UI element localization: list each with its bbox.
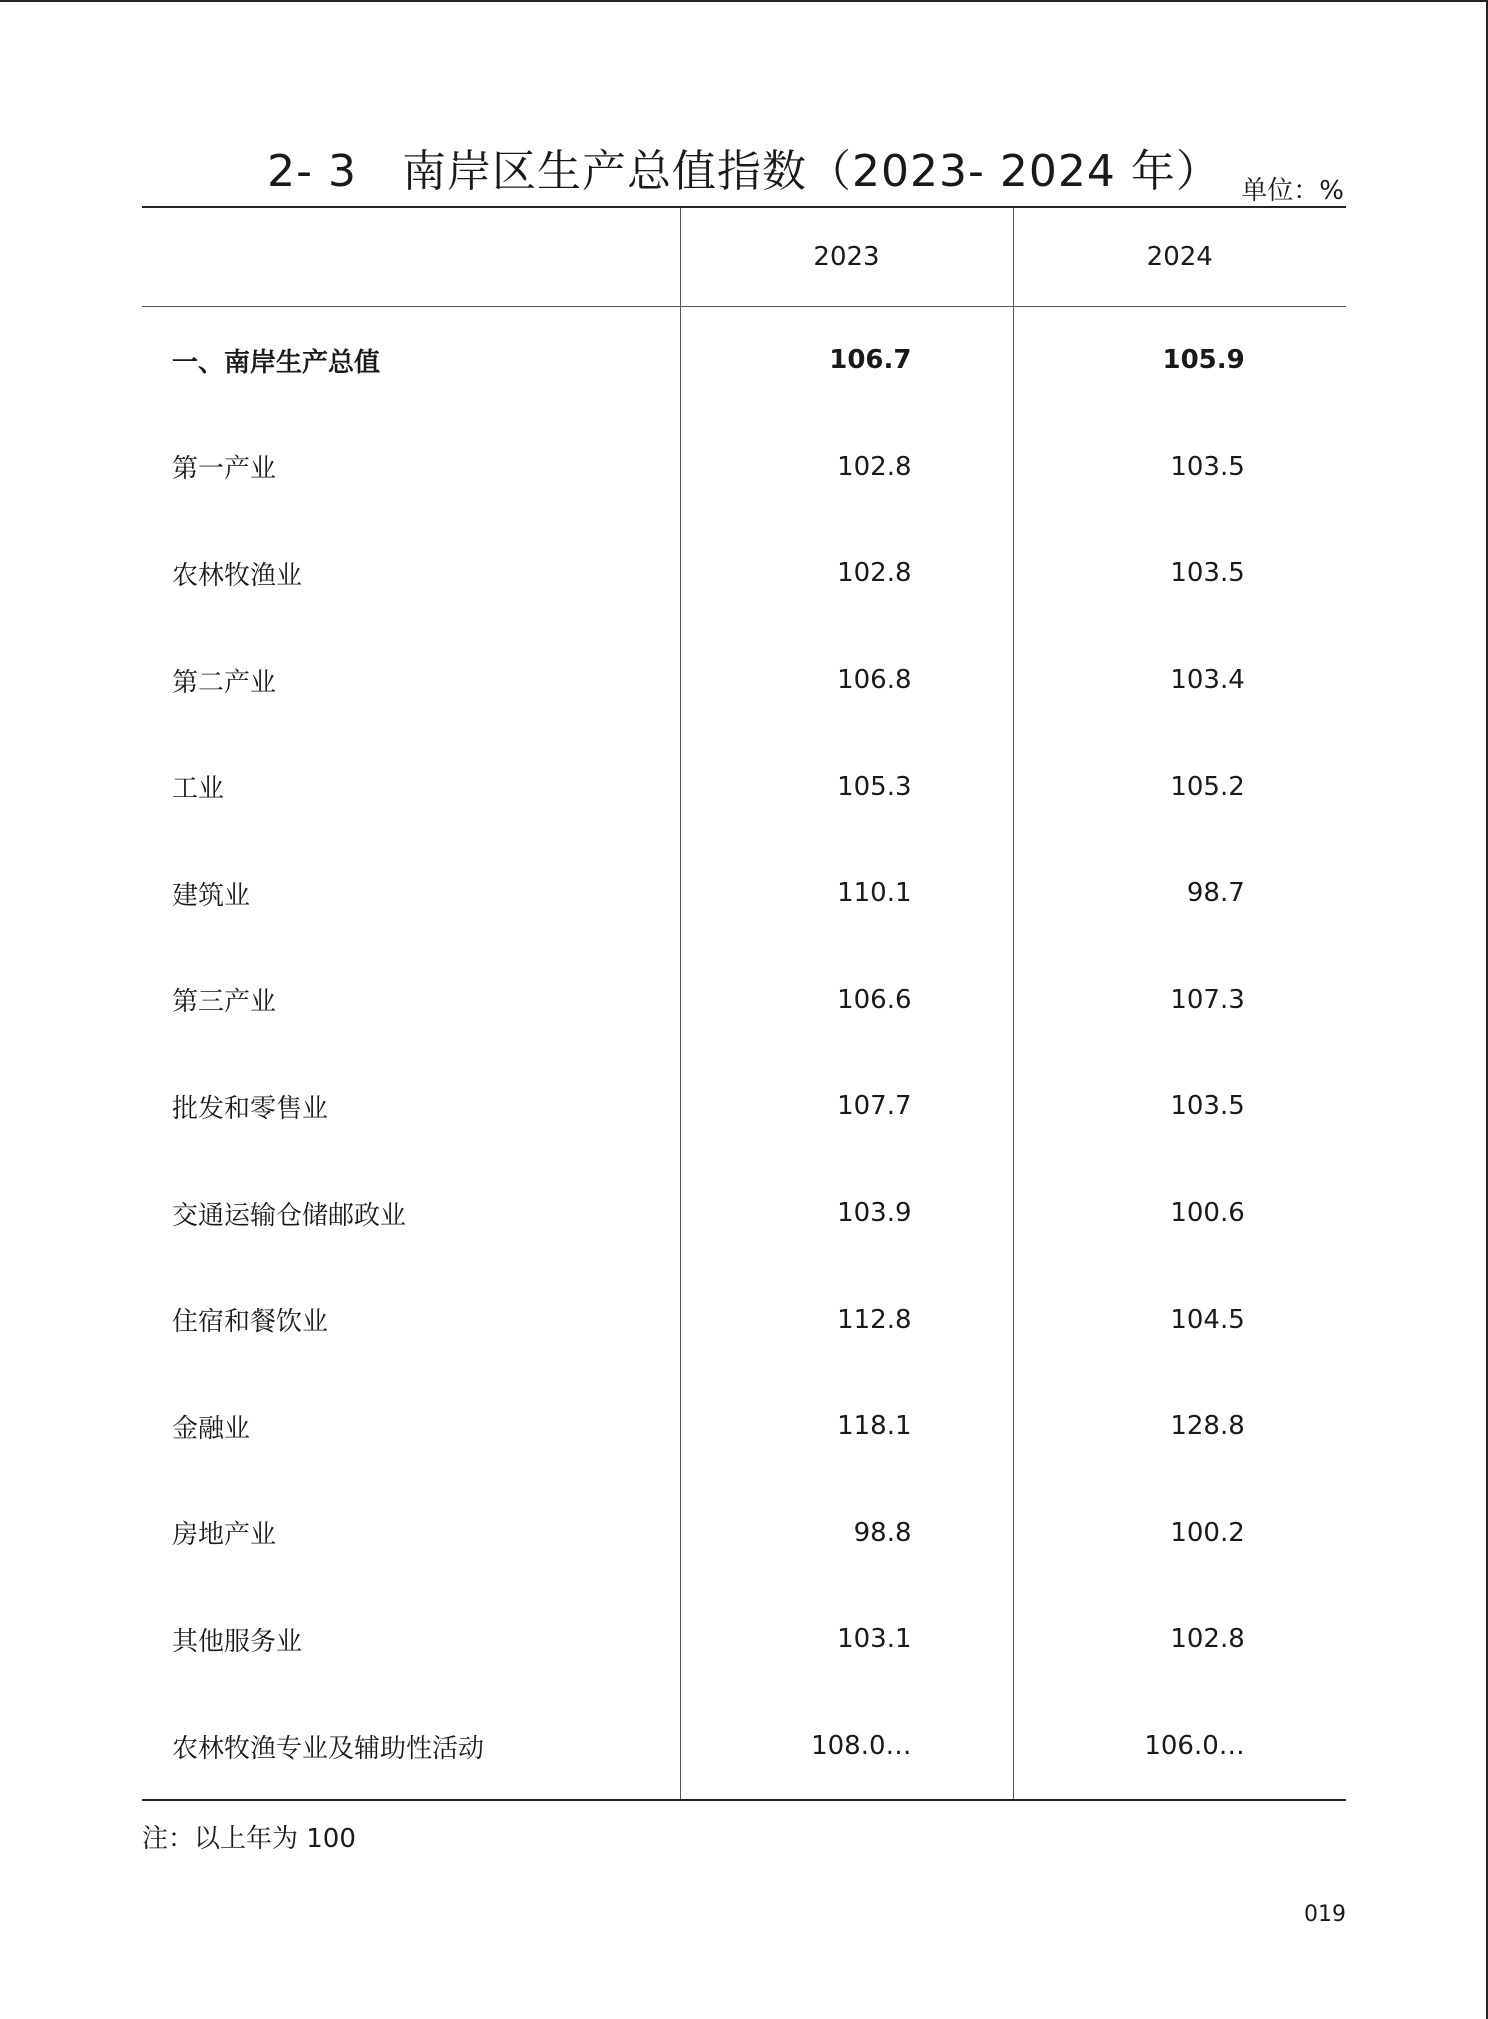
cell-2024: [1013, 733, 1346, 840]
value-2023: 110.1: [837, 878, 912, 909]
row-label: 工业: [172, 774, 225, 805]
cell-2023: [680, 1053, 1013, 1160]
cell-2023: [680, 947, 1013, 1054]
row-label: 农林牧渔业: [172, 560, 303, 591]
table-header-row: [142, 207, 1346, 307]
cell-2023: [680, 733, 1013, 840]
table-row: [142, 307, 1346, 414]
table-row: [142, 414, 1346, 521]
value-2024: 106.0…: [1144, 1731, 1245, 1762]
value-2024: 103.5: [1170, 1091, 1245, 1122]
cell-2023: [680, 520, 1013, 627]
cell-2024: [1013, 1693, 1346, 1801]
value-2024: 103.5: [1170, 451, 1245, 482]
row-label: 房地产业: [172, 1520, 277, 1551]
header-blank: [142, 207, 680, 307]
cell-2023: [680, 414, 1013, 521]
value-2023: 102.8: [837, 451, 912, 482]
cell-2023: [680, 1266, 1013, 1373]
cell-2023: [680, 1160, 1013, 1267]
table-row: [142, 1266, 1346, 1373]
table-row: [142, 1693, 1346, 1801]
value-2024: 105.9: [1162, 345, 1245, 376]
table-row: [142, 733, 1346, 840]
value-2023: 105.3: [837, 771, 912, 802]
cell-2024: [1013, 840, 1346, 947]
value-2024: 98.7: [1186, 878, 1245, 909]
value-2023: 112.8: [837, 1304, 912, 1335]
value-2023: 103.9: [837, 1198, 912, 1229]
page-top-border: [0, 0, 1488, 2]
value-2024: 107.3: [1170, 984, 1245, 1015]
table-row: [142, 1373, 1346, 1480]
cell-2024: [1013, 1160, 1346, 1267]
value-2024: 103.5: [1170, 558, 1245, 589]
table-row: [142, 627, 1346, 734]
table-row: [142, 520, 1346, 627]
row-label: 一、南岸生产总值: [172, 347, 381, 378]
cell-2024: [1013, 1373, 1346, 1480]
value-2023: 106.7: [829, 345, 912, 376]
cell-2024: [1013, 1053, 1346, 1160]
cell-2023: [680, 307, 1013, 414]
row-label: 农林牧渔专业及辅助性活动: [142, 1693, 680, 1801]
cell-2024: [1013, 520, 1346, 627]
row-label: 建筑业: [172, 880, 251, 911]
value-2024: 102.8: [1170, 1624, 1245, 1655]
table-row: [142, 947, 1346, 1054]
cell-2023: [680, 840, 1013, 947]
row-label: 批发和零售业: [172, 1093, 329, 1124]
value-2024: 100.2: [1170, 1517, 1245, 1548]
value-2023: 108.0…: [811, 1731, 912, 1762]
row-label: 金融业: [172, 1413, 251, 1444]
value-2024: 100.6: [1170, 1198, 1245, 1229]
value-2023: 102.8: [837, 558, 912, 589]
unit-label: 单位：%: [1241, 176, 1344, 206]
cell-2024: [1013, 1480, 1346, 1587]
value-2023: 118.1: [837, 1411, 912, 1442]
table-row: [142, 1480, 1346, 1587]
value-2023: 106.6: [837, 984, 912, 1015]
row-label: 住宿和餐饮业: [172, 1307, 329, 1338]
value-2023: 106.8: [837, 665, 912, 696]
value-2024: 103.4: [1170, 665, 1245, 696]
table-row: [142, 1053, 1346, 1160]
header-2023: 2023: [680, 207, 1013, 307]
cell-2023: [680, 1586, 1013, 1693]
cell-2024: [1013, 1586, 1346, 1693]
cell-2024: [1013, 307, 1346, 414]
row-label: 第二产业: [172, 667, 277, 698]
cell-2023: [680, 1373, 1013, 1480]
value-2023: 103.1: [837, 1624, 912, 1655]
row-label: 第一产业: [172, 454, 277, 485]
table-row: [142, 1160, 1346, 1267]
cell-2023: [680, 627, 1013, 734]
page-number: 019: [1304, 1902, 1346, 1927]
row-label: 交通运输仓储邮政业: [172, 1200, 407, 1231]
table-row: [142, 840, 1346, 947]
value-2024: 128.8: [1170, 1411, 1245, 1442]
page-title: 2- 3 南岸区生产总值指数（2023- 2024 年）: [267, 146, 1221, 197]
row-label: 其他服务业: [172, 1626, 303, 1657]
value-2023: 107.7: [837, 1091, 912, 1122]
cell-2024: [1013, 1266, 1346, 1373]
table-note: 注：以上年为 100: [142, 1824, 356, 1854]
value-2023: 98.8: [853, 1517, 912, 1548]
value-2024: 104.5: [1170, 1304, 1245, 1335]
cell-2023: [680, 1480, 1013, 1587]
header-2024: 2024: [1013, 207, 1346, 307]
cell-2024: [1013, 414, 1346, 521]
row-label: 第三产业: [172, 987, 277, 1018]
value-2024: 105.2: [1170, 771, 1245, 802]
cell-2024: [1013, 627, 1346, 734]
gdp-index-table: [142, 206, 1346, 1801]
cell-2023: [680, 1693, 1013, 1801]
cell-2024: [1013, 947, 1346, 1054]
table-row: [142, 1586, 1346, 1693]
